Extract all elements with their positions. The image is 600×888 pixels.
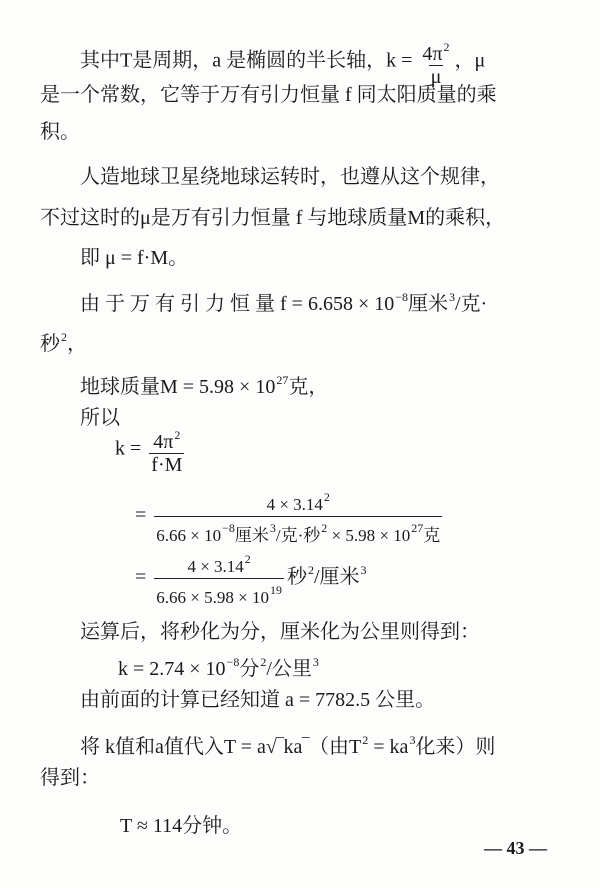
text-line — [80, 726, 495, 761]
text-run: ， — [67, 333, 87, 355]
superscript: 27 — [276, 373, 289, 387]
text-line — [80, 404, 120, 432]
superscript: 2 — [174, 428, 181, 442]
text-run: 积。 — [40, 121, 80, 143]
text-run: 地球质量M = 5.98 × 10 — [80, 376, 276, 398]
text-run: 4π — [422, 43, 443, 65]
superscript: 3 — [312, 655, 319, 669]
text-run: 人造地球卫星绕地球运转时，也遵从这个规律， — [80, 166, 500, 188]
text-run: 其中T是周期，a 是椭圆的半长轴，k = — [80, 49, 418, 72]
text-run: × 5.98 × 10 — [327, 526, 411, 545]
text-run: 6.66 × 10 — [156, 526, 222, 545]
text-line — [118, 648, 319, 683]
numerator — [420, 36, 451, 65]
text-line — [135, 548, 367, 609]
text-line — [80, 244, 188, 272]
text-line — [40, 323, 87, 358]
text-run: 6.66 × 5.98 × 10 — [156, 588, 269, 607]
text-run: f·M — [151, 454, 183, 476]
text-run: 克， — [288, 376, 329, 398]
text-line — [80, 283, 487, 318]
text-run: = ka — [368, 736, 409, 758]
superscript: 3 — [269, 521, 276, 535]
text-run: = — [135, 566, 152, 589]
fraction — [149, 424, 184, 476]
superscript: −8 — [226, 655, 240, 669]
superscript: 2 — [362, 733, 369, 747]
text-line — [40, 118, 80, 146]
text-run: μ — [430, 66, 442, 88]
superscript: 2 — [260, 655, 267, 669]
text-run: /公里 — [266, 658, 312, 680]
text-run: 将 k值和a值代入T = a√‾ka‾（由T — [80, 736, 362, 758]
text-run: 得到： — [40, 767, 100, 789]
text-run: 厘米 — [408, 293, 448, 315]
text-run: 厘米 — [234, 526, 269, 545]
denominator — [149, 453, 184, 476]
text-run: 4π — [153, 431, 174, 453]
superscript: 19 — [269, 583, 282, 597]
superscript: 3 — [360, 563, 367, 578]
text-run: k = 2.74 × 10 — [118, 658, 226, 680]
text-line — [80, 686, 435, 714]
text-run: 秒 — [286, 566, 307, 589]
text-run: 化来）则 — [415, 736, 496, 758]
superscript: 2 — [321, 521, 328, 535]
text-run: 秒 — [40, 333, 60, 355]
text-run: 所以 — [80, 407, 120, 429]
text-run: = — [135, 504, 152, 527]
text-line — [80, 163, 500, 191]
text-run: 由前面的计算已经知道 a = 7782.5 公里。 — [80, 689, 436, 711]
fraction — [154, 548, 284, 609]
text-run: /克·秒 — [275, 526, 321, 545]
superscript: 2 — [443, 40, 450, 54]
numerator — [151, 424, 182, 453]
text-line — [135, 486, 445, 547]
superscript: 27 — [411, 521, 424, 535]
text-line — [120, 812, 242, 840]
text-line — [80, 618, 480, 646]
denominator — [154, 578, 284, 609]
text-run: 是一个常数，它等于万有引力恒量 f 同太阳质量的乘 — [40, 84, 497, 106]
superscript: 2 — [244, 552, 251, 566]
superscript: 2 — [61, 330, 67, 344]
text-line — [40, 764, 100, 792]
denominator — [154, 516, 442, 547]
text-line — [40, 81, 497, 109]
numerator — [265, 486, 332, 516]
text-run: /克· — [455, 293, 488, 315]
superscript: 2 — [323, 490, 330, 504]
text-run: 克 — [423, 526, 441, 545]
text-run: 4 × 3.14 — [187, 557, 244, 576]
text-run: 由 于 万 有 引 力 恒 量 f = 6.658 × 10 — [80, 293, 395, 315]
text-run: /厘米 — [313, 566, 360, 589]
superscript: −8 — [222, 521, 235, 535]
fraction — [154, 486, 442, 547]
text-line — [40, 204, 505, 232]
text-run: T ≈ 114分钟。 — [120, 815, 243, 837]
superscript: −8 — [395, 290, 408, 304]
superscript: 3 — [449, 290, 455, 304]
text-line — [80, 366, 328, 401]
text-run: 即 μ = f·M。 — [80, 247, 189, 269]
text-run: 4 × 3.14 — [266, 495, 323, 514]
text-run: k = — [115, 437, 147, 460]
text-run: 不过这时的μ是万有引力恒量 f 与地球质量M的乘积， — [40, 207, 506, 229]
page-number: — 43 — — [484, 838, 547, 858]
text-run: ，μ — [454, 49, 486, 72]
numerator — [185, 548, 252, 578]
text-run: 分 — [239, 658, 260, 680]
text-run: 运算后，将秒化为分，厘米化为公里则得到： — [80, 621, 480, 643]
text-line — [115, 424, 187, 476]
superscript: 2 — [307, 563, 314, 578]
superscript: 3 — [409, 733, 416, 747]
